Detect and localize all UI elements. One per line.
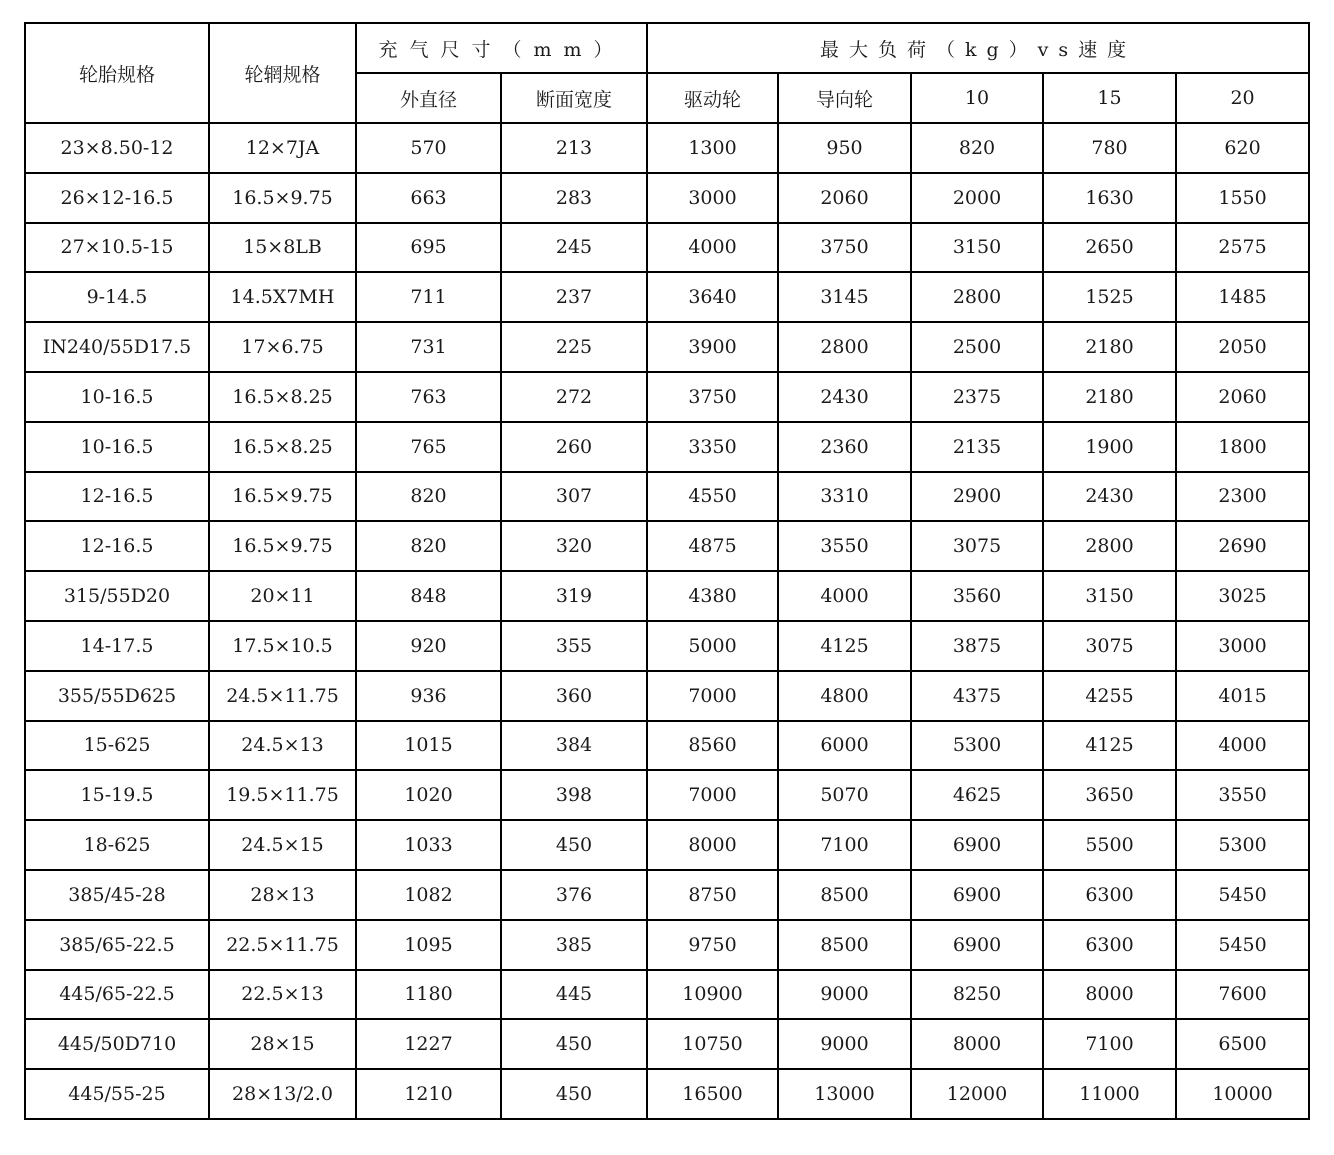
cell-rim-spec: 28×15 — [209, 1019, 356, 1069]
cell-section-width: 260 — [501, 422, 647, 472]
cell-speed-20: 2050 — [1176, 322, 1309, 372]
cell-speed-10: 6900 — [911, 870, 1043, 920]
cell-speed-20: 5300 — [1176, 820, 1309, 870]
cell-speed-10: 8000 — [911, 1019, 1043, 1069]
cell-drive-wheel: 3640 — [647, 272, 778, 322]
cell-speed-15: 3650 — [1043, 770, 1176, 820]
cell-rim-spec: 24.5×15 — [209, 820, 356, 870]
cell-speed-15: 3075 — [1043, 621, 1176, 671]
cell-rim-spec: 19.5×11.75 — [209, 770, 356, 820]
cell-rim-spec: 16.5×9.75 — [209, 173, 356, 223]
cell-speed-20: 4000 — [1176, 721, 1309, 771]
table-row — [25, 721, 1309, 771]
cell-guide-wheel: 6000 — [778, 721, 911, 771]
cell-speed-10: 3150 — [911, 223, 1043, 273]
cell-speed-10: 6900 — [911, 920, 1043, 970]
cell-speed-10: 3560 — [911, 571, 1043, 621]
cell-section-width: 237 — [501, 272, 647, 322]
header-speed-10: 10 — [911, 73, 1043, 123]
cell-speed-10: 5300 — [911, 721, 1043, 771]
cell-drive-wheel: 10750 — [647, 1019, 778, 1069]
cell-speed-20: 620 — [1176, 123, 1309, 173]
cell-speed-15: 7100 — [1043, 1019, 1176, 1069]
cell-outer-diameter: 1082 — [356, 870, 501, 920]
table-row — [25, 770, 1309, 820]
header-drive-wheel: 驱动轮 — [647, 73, 778, 123]
cell-speed-20: 5450 — [1176, 920, 1309, 970]
cell-drive-wheel: 5000 — [647, 621, 778, 671]
cell-guide-wheel: 9000 — [778, 970, 911, 1020]
cell-speed-15: 780 — [1043, 123, 1176, 173]
header-outer-diameter: 外直径 — [356, 73, 501, 123]
cell-guide-wheel: 4000 — [778, 571, 911, 621]
cell-speed-10: 3075 — [911, 521, 1043, 571]
cell-drive-wheel: 4550 — [647, 472, 778, 522]
cell-rim-spec: 12×7JA — [209, 123, 356, 173]
table-row — [25, 223, 1309, 273]
cell-section-width: 360 — [501, 671, 647, 721]
cell-speed-15: 2800 — [1043, 521, 1176, 571]
cell-rim-spec: 16.5×8.25 — [209, 372, 356, 422]
cell-drive-wheel: 7000 — [647, 770, 778, 820]
cell-section-width: 213 — [501, 123, 647, 173]
cell-speed-15: 2430 — [1043, 472, 1176, 522]
cell-speed-15: 1900 — [1043, 422, 1176, 472]
cell-rim-spec: 24.5×13 — [209, 721, 356, 771]
cell-rim-spec: 24.5×11.75 — [209, 671, 356, 721]
cell-tire-spec: 10-16.5 — [25, 372, 209, 422]
cell-speed-10: 6900 — [911, 820, 1043, 870]
cell-guide-wheel: 4800 — [778, 671, 911, 721]
cell-guide-wheel: 3750 — [778, 223, 911, 273]
header-inflated-size: 充气尺寸（mm） — [356, 23, 647, 73]
cell-outer-diameter: 820 — [356, 472, 501, 522]
cell-speed-15: 6300 — [1043, 920, 1176, 970]
cell-speed-20: 2060 — [1176, 372, 1309, 422]
cell-rim-spec: 16.5×8.25 — [209, 422, 356, 472]
cell-drive-wheel: 1300 — [647, 123, 778, 173]
table-row — [25, 123, 1309, 173]
cell-speed-15: 2180 — [1043, 322, 1176, 372]
table-row — [25, 521, 1309, 571]
cell-speed-20: 10000 — [1176, 1069, 1309, 1119]
cell-guide-wheel: 3310 — [778, 472, 911, 522]
cell-tire-spec: 26×12-16.5 — [25, 173, 209, 223]
cell-drive-wheel: 8000 — [647, 820, 778, 870]
cell-section-width: 376 — [501, 870, 647, 920]
cell-outer-diameter: 1033 — [356, 820, 501, 870]
cell-tire-spec: 445/55-25 — [25, 1069, 209, 1119]
cell-tire-spec: 355/55D625 — [25, 671, 209, 721]
cell-speed-10: 2000 — [911, 173, 1043, 223]
cell-guide-wheel: 2800 — [778, 322, 911, 372]
cell-speed-20: 6500 — [1176, 1019, 1309, 1069]
cell-tire-spec: 12-16.5 — [25, 472, 209, 522]
cell-drive-wheel: 3000 — [647, 173, 778, 223]
table-row — [25, 820, 1309, 870]
cell-speed-20: 4015 — [1176, 671, 1309, 721]
cell-outer-diameter: 820 — [356, 521, 501, 571]
cell-rim-spec: 28×13 — [209, 870, 356, 920]
cell-tire-spec: 15-625 — [25, 721, 209, 771]
header-rim-spec: 轮辋规格 — [209, 23, 356, 123]
cell-outer-diameter: 570 — [356, 123, 501, 173]
cell-speed-10: 3875 — [911, 621, 1043, 671]
cell-speed-20: 1800 — [1176, 422, 1309, 472]
cell-speed-15: 8000 — [1043, 970, 1176, 1020]
cell-drive-wheel: 3900 — [647, 322, 778, 372]
table-row — [25, 322, 1309, 372]
cell-rim-spec: 17.5×10.5 — [209, 621, 356, 671]
cell-section-width: 385 — [501, 920, 647, 970]
cell-speed-20: 2575 — [1176, 223, 1309, 273]
cell-guide-wheel: 3550 — [778, 521, 911, 571]
table-header — [25, 23, 1309, 123]
header-row-1 — [25, 23, 1309, 73]
table-row — [25, 1069, 1309, 1119]
header-section-width: 断面宽度 — [501, 73, 647, 123]
cell-speed-20: 3000 — [1176, 621, 1309, 671]
header-tire-spec: 轮胎规格 — [25, 23, 209, 123]
cell-speed-20: 5450 — [1176, 870, 1309, 920]
cell-rim-spec: 16.5×9.75 — [209, 521, 356, 571]
cell-drive-wheel: 8560 — [647, 721, 778, 771]
cell-drive-wheel: 7000 — [647, 671, 778, 721]
cell-speed-15: 5500 — [1043, 820, 1176, 870]
cell-speed-15: 2180 — [1043, 372, 1176, 422]
cell-outer-diameter: 1227 — [356, 1019, 501, 1069]
cell-speed-10: 2500 — [911, 322, 1043, 372]
cell-guide-wheel: 5070 — [778, 770, 911, 820]
cell-speed-15: 6300 — [1043, 870, 1176, 920]
cell-speed-15: 2650 — [1043, 223, 1176, 273]
cell-section-width: 225 — [501, 322, 647, 372]
cell-speed-20: 2300 — [1176, 472, 1309, 522]
header-speed-20: 20 — [1176, 73, 1309, 123]
table-row — [25, 870, 1309, 920]
cell-outer-diameter: 1020 — [356, 770, 501, 820]
cell-speed-10: 2900 — [911, 472, 1043, 522]
cell-tire-spec: 15-19.5 — [25, 770, 209, 820]
cell-rim-spec: 14.5X7MH — [209, 272, 356, 322]
cell-outer-diameter: 936 — [356, 671, 501, 721]
cell-tire-spec: 385/65-22.5 — [25, 920, 209, 970]
cell-section-width: 450 — [501, 820, 647, 870]
cell-outer-diameter: 1095 — [356, 920, 501, 970]
cell-speed-15: 3150 — [1043, 571, 1176, 621]
cell-drive-wheel: 9750 — [647, 920, 778, 970]
cell-outer-diameter: 763 — [356, 372, 501, 422]
cell-speed-20: 2690 — [1176, 521, 1309, 571]
cell-drive-wheel: 8750 — [647, 870, 778, 920]
cell-guide-wheel: 950 — [778, 123, 911, 173]
table-row — [25, 1019, 1309, 1069]
cell-outer-diameter: 1180 — [356, 970, 501, 1020]
table-row — [25, 571, 1309, 621]
cell-guide-wheel: 2360 — [778, 422, 911, 472]
cell-speed-20: 1550 — [1176, 173, 1309, 223]
cell-drive-wheel: 3350 — [647, 422, 778, 472]
cell-section-width: 398 — [501, 770, 647, 820]
cell-section-width: 445 — [501, 970, 647, 1020]
cell-speed-10: 2800 — [911, 272, 1043, 322]
cell-outer-diameter: 765 — [356, 422, 501, 472]
cell-speed-20: 7600 — [1176, 970, 1309, 1020]
cell-drive-wheel: 16500 — [647, 1069, 778, 1119]
table-row — [25, 621, 1309, 671]
cell-tire-spec: 27×10.5-15 — [25, 223, 209, 273]
cell-rim-spec: 15×8LB — [209, 223, 356, 273]
cell-tire-spec: 10-16.5 — [25, 422, 209, 472]
cell-tire-spec: 18-625 — [25, 820, 209, 870]
cell-section-width: 355 — [501, 621, 647, 671]
cell-section-width: 272 — [501, 372, 647, 422]
cell-drive-wheel: 3750 — [647, 372, 778, 422]
header-max-load: 最大负荷（kg）vs速度 — [647, 23, 1309, 73]
header-speed-15: 15 — [1043, 73, 1176, 123]
cell-tire-spec: 12-16.5 — [25, 521, 209, 571]
table-row — [25, 472, 1309, 522]
cell-section-width: 320 — [501, 521, 647, 571]
cell-section-width: 319 — [501, 571, 647, 621]
cell-speed-10: 4625 — [911, 770, 1043, 820]
cell-speed-10: 4375 — [911, 671, 1043, 721]
cell-section-width: 283 — [501, 173, 647, 223]
table-row — [25, 422, 1309, 472]
cell-tire-spec: 23×8.50-12 — [25, 123, 209, 173]
cell-rim-spec: 20×11 — [209, 571, 356, 621]
tire-spec-table — [24, 22, 1310, 1120]
cell-tire-spec: IN240/55D17.5 — [25, 322, 209, 372]
cell-speed-10: 8250 — [911, 970, 1043, 1020]
cell-outer-diameter: 663 — [356, 173, 501, 223]
cell-rim-spec: 16.5×9.75 — [209, 472, 356, 522]
table-row — [25, 272, 1309, 322]
cell-speed-15: 1630 — [1043, 173, 1176, 223]
cell-speed-10: 820 — [911, 123, 1043, 173]
cell-section-width: 384 — [501, 721, 647, 771]
table-row — [25, 970, 1309, 1020]
cell-drive-wheel: 4000 — [647, 223, 778, 273]
header-guide-wheel: 导向轮 — [778, 73, 911, 123]
cell-tire-spec: 9-14.5 — [25, 272, 209, 322]
cell-guide-wheel: 3145 — [778, 272, 911, 322]
table-row — [25, 671, 1309, 721]
cell-section-width: 245 — [501, 223, 647, 273]
cell-tire-spec: 385/45-28 — [25, 870, 209, 920]
cell-guide-wheel: 2430 — [778, 372, 911, 422]
cell-speed-15: 4255 — [1043, 671, 1176, 721]
cell-section-width: 450 — [501, 1019, 647, 1069]
table-body — [25, 123, 1309, 1119]
cell-guide-wheel: 2060 — [778, 173, 911, 223]
cell-guide-wheel: 9000 — [778, 1019, 911, 1069]
cell-tire-spec: 445/65-22.5 — [25, 970, 209, 1020]
table-row — [25, 173, 1309, 223]
cell-outer-diameter: 1210 — [356, 1069, 501, 1119]
cell-guide-wheel: 8500 — [778, 870, 911, 920]
cell-speed-20: 3025 — [1176, 571, 1309, 621]
cell-guide-wheel: 8500 — [778, 920, 911, 970]
cell-speed-10: 2135 — [911, 422, 1043, 472]
cell-tire-spec: 14-17.5 — [25, 621, 209, 671]
cell-rim-spec: 22.5×13 — [209, 970, 356, 1020]
cell-outer-diameter: 695 — [356, 223, 501, 273]
cell-speed-20: 3550 — [1176, 770, 1309, 820]
cell-guide-wheel: 4125 — [778, 621, 911, 671]
cell-drive-wheel: 10900 — [647, 970, 778, 1020]
cell-tire-spec: 315/55D20 — [25, 571, 209, 621]
cell-section-width: 307 — [501, 472, 647, 522]
cell-outer-diameter: 711 — [356, 272, 501, 322]
cell-rim-spec: 17×6.75 — [209, 322, 356, 372]
cell-outer-diameter: 1015 — [356, 721, 501, 771]
cell-guide-wheel: 13000 — [778, 1069, 911, 1119]
cell-drive-wheel: 4380 — [647, 571, 778, 621]
cell-speed-15: 4125 — [1043, 721, 1176, 771]
cell-drive-wheel: 4875 — [647, 521, 778, 571]
cell-outer-diameter: 920 — [356, 621, 501, 671]
table-row — [25, 372, 1309, 422]
cell-outer-diameter: 731 — [356, 322, 501, 372]
cell-rim-spec: 28×13/2.0 — [209, 1069, 356, 1119]
cell-speed-20: 1485 — [1176, 272, 1309, 322]
cell-speed-15: 1525 — [1043, 272, 1176, 322]
cell-speed-15: 11000 — [1043, 1069, 1176, 1119]
cell-outer-diameter: 848 — [356, 571, 501, 621]
cell-tire-spec: 445/50D710 — [25, 1019, 209, 1069]
cell-section-width: 450 — [501, 1069, 647, 1119]
table-row — [25, 920, 1309, 970]
cell-rim-spec: 22.5×11.75 — [209, 920, 356, 970]
cell-speed-10: 12000 — [911, 1069, 1043, 1119]
cell-guide-wheel: 7100 — [778, 820, 911, 870]
cell-speed-10: 2375 — [911, 372, 1043, 422]
